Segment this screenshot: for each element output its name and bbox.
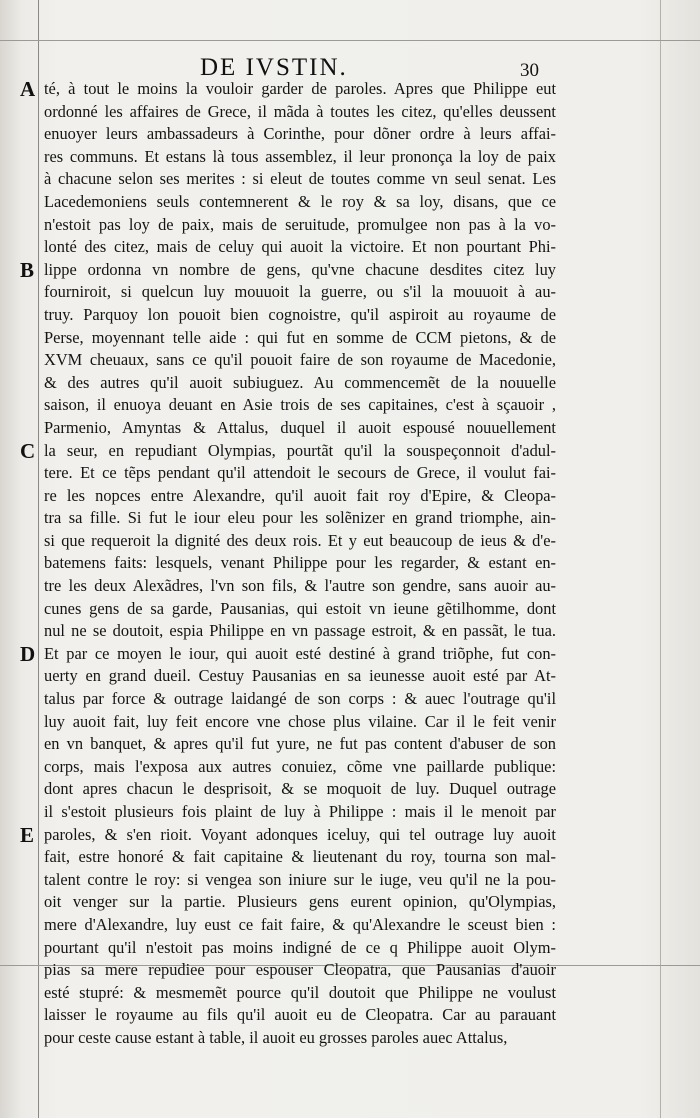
text-line: paroles, & s'en rioit. Voyant adonques iceluy, qui tel outrage luy auoit	[44, 824, 556, 844]
text-line: oit venger sur la partie. Plusieurs gens eurent opinion, qu'Olympias,	[44, 892, 556, 912]
margin-section-letter: A	[20, 77, 36, 101]
text-line: & des autres qu'il auoit subiuguez. Au commencemẽt de la nouuelle	[44, 372, 556, 392]
text-line: re les nopces entre Alexandre, qu'il auoit fait roy d'Epire, & Cleopa-	[44, 485, 556, 505]
text-line: saison, il enuoya deuant en Asie trois de ses capitaines, c'est à sçauoir ,	[44, 395, 556, 415]
text-line: fourniroit, si quelcun luy mouuoit la guerre, ou s'il la mouuoit à au-	[44, 282, 556, 302]
text-line: cunes gens de sa garde, Pausanias, qui estoit vn ieune gẽtilhomme, dont	[44, 598, 556, 618]
text-line: pias sa mere repudiee pour espouser Cleopatra, que Pausanias d'auoir	[44, 960, 556, 980]
left-margin-rule	[38, 0, 39, 1118]
right-margin-rule	[660, 0, 661, 1118]
text-line: Perse, moyennant telle aide : qui fut en somme de CCM pietons, & de	[44, 327, 556, 347]
text-line: mere d'Alexandre, luy eust ce fait faire, & qu'Alexandre le sceust bien :	[44, 914, 556, 934]
text-line: pour ceste cause estant à table, il auoit eu grosses paroles auec Attalus,	[44, 1027, 508, 1047]
text-line: esté stupré: & mesmemẽt pource qu'il doutoit que Philippe ne voulust	[44, 982, 556, 1002]
text-line: enuoyer leurs ambassadeurs à Corinthe, pour dõner ordre à leurs affai-	[44, 124, 556, 144]
text-line: té, à tout le moins la vouloir garder de paroles. Apres que Philippe eut	[44, 79, 556, 98]
margin-section-letter: B	[20, 257, 35, 282]
margin-section-letter: C	[20, 438, 36, 463]
page-number: 30	[520, 60, 539, 81]
text-line: il s'estoit plusieurs fois plaint de luy à Philippe : mais il le menoit par	[44, 802, 556, 821]
text-line: dont apres chacun le desprisoit, & se moquoit de luy. Duquel outrage	[44, 779, 556, 799]
text-line: talus par force & outrage laidangé de son corps : & auec l'outrage qu'il	[44, 689, 556, 709]
text-line: res communs. Et estans là tous assemblez, il leur prononça la loy de paix	[44, 146, 556, 166]
text-line: tere. Et ce tẽps pendant qu'il attendoit le secours de Grece, il voulut fai-	[44, 463, 556, 483]
text-line: fait, estre honoré & fait capitaine & lieutenant du roy, tourna son mal-	[44, 847, 556, 867]
text-line: pourtant qu'il n'estoit pas moins indigné de ce q Philippe auoit Olym-	[44, 937, 556, 957]
text-line: tre les deux Alexãdres, l'vn son fils, & l'autre son gendre, sans auoir au-	[44, 576, 556, 596]
text-line: en vn banquet, & apres qu'il fut yure, ne fut pas content d'abuser de son	[44, 734, 556, 754]
text-line: truy. Parquoy lon pouoit bien cognoistre, qu'il aspiroit au royaume de	[44, 304, 556, 324]
text-line: nul ne se doutoit, espia Philippe en vn passage estroit, & en passãt, le tua.	[44, 621, 556, 641]
text-line: uerty en grand dueil. Cestuy Pausanias en sa ieunesse auoit esté par At-	[44, 666, 556, 686]
margin-section-letter: E	[20, 822, 35, 847]
text-line: à chacune selon ses merites : si eleut de toutes comme vn seul senat. Les	[44, 169, 556, 189]
text-line: batemens faits: lesquels, venant Philippe pour les regarder, & estant en-	[44, 553, 556, 573]
text-line: luy auoit fait, luy feit encore vne chose plus vilaine. Car il le feit venir	[44, 711, 556, 731]
margin-section-letter: D	[20, 642, 36, 666]
text-line: tra sa fille. Si fut le iour eleu pour les solẽnizer en grand triomphe, ain-	[44, 508, 556, 528]
text-line: la seur, en repudiant Olympias, pourtãt qu'il la souspeçonnoit d'adul-	[44, 440, 556, 460]
text-line: Parmenio, Amyntas & Attalus, duquel il auoit espousé nouuellement	[44, 417, 556, 437]
text-line: corps, mais l'exposa aux autres conuiez, cõme vne paillarde publique:	[44, 756, 556, 776]
text-line: n'estoit pas loy de paix, mais de seruitude, promulgee non pas à la vo-	[44, 214, 556, 234]
text-line: lippe ordonna vn nombre de gens, qu'vne chacune desdites citez luy	[44, 259, 556, 279]
body-text	[44, 78, 556, 1050]
text-line: si que requeroit la dignité des deux rois. Et y eut beaucoup de ieus & d'e-	[44, 530, 556, 550]
text-line: Lacedemoniens seuls contemnerent & le roy & sa loy, disans, que ce	[44, 191, 556, 211]
text-line: XVM cheuaux, sans ce qu'il pouoit faire de son royaume de Macedonie,	[44, 350, 556, 370]
text-line: lonté des citez, mais de celuy qui auoit la victoire. Et non pourtant Phi-	[44, 237, 556, 257]
running-header: DE IVSTIN.	[200, 54, 348, 81]
text-line: laisser le royaume au fils qu'il auoit eu de Cleopatra. Car au parauant	[44, 1005, 556, 1025]
text-line: talent contre le roy: si vengea son iniure sur le iuge, veu qu'il ne la pou-	[44, 869, 556, 889]
text-line: ordonné les affaires de Grece, il mãda à toutes les citez, qu'elles deussent	[44, 101, 556, 121]
text-line: Et par ce moyen le iour, qui auoit esté destiné à grand triõphe, fut con-	[44, 643, 556, 663]
top-margin-rule	[0, 40, 700, 41]
